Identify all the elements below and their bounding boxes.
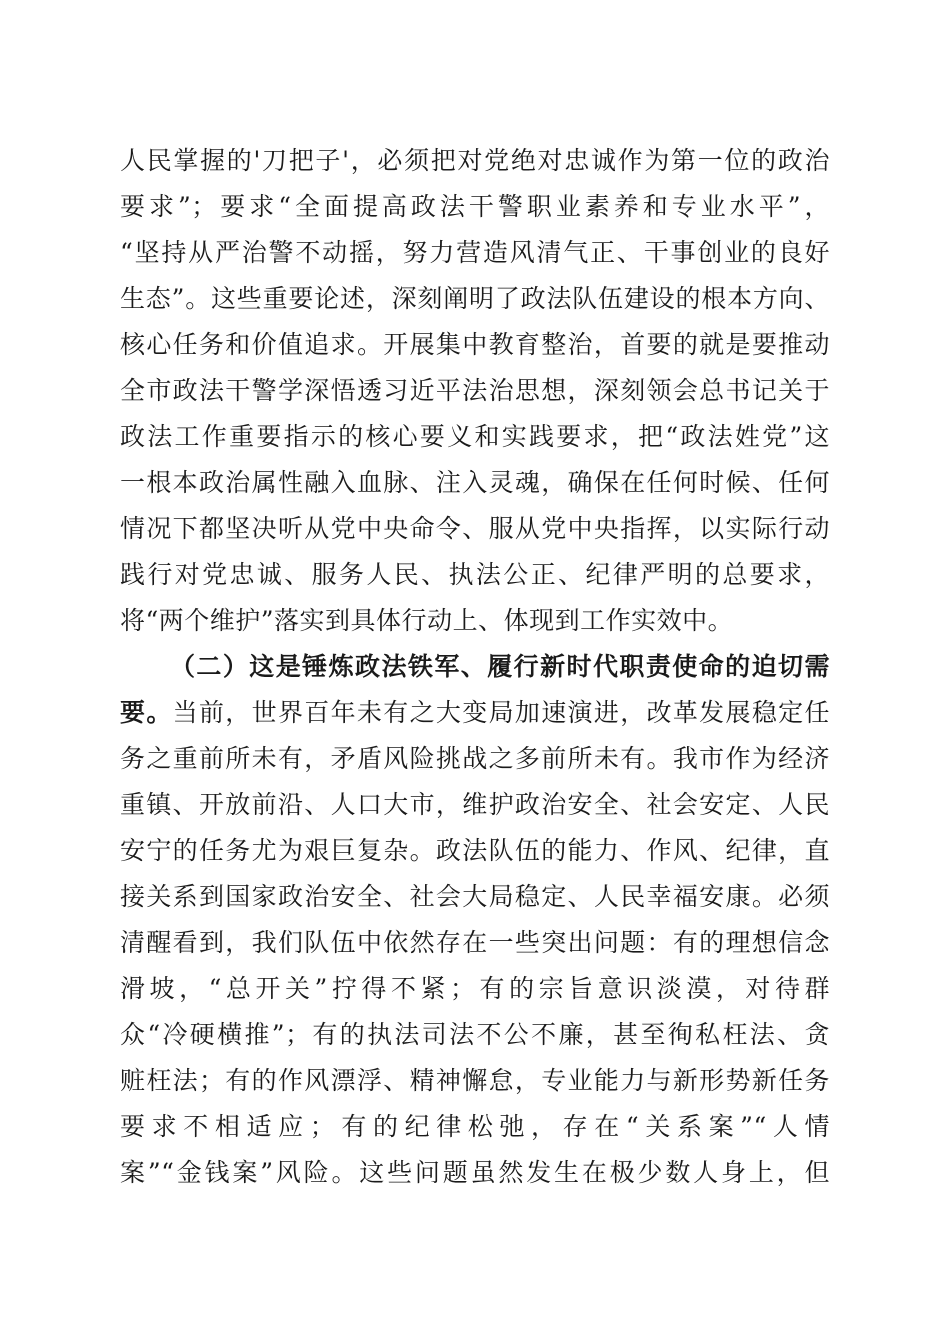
text-line: “坚持从严治警不动摇，努力营造风清气正、干事创业的良好 <box>120 238 830 267</box>
section-heading: （二）这是锤炼政法铁军、履行新时代职责使命的迫切需 <box>170 652 830 681</box>
text-line: 务之重前所未有，矛盾风险挑战之多前所未有。我市作为经济 <box>120 744 830 773</box>
text-line: 一根本政治属性融入血脉、注入灵魂，确保在任何时候、任何 <box>120 468 830 497</box>
text-line: 滑坡，“总开关”拧得不紧；有的宗旨意识淡漠，对待群 <box>120 974 830 1003</box>
text-line: 赃枉法；有的作风漂浮、精神懈怠，专业能力与新形势新任务 <box>120 1066 830 1095</box>
text-line: 清醒看到，我们队伍中依然存在一些突出问题：有的理想信念 <box>120 928 830 957</box>
text-line: 接关系到国家政治安全、社会大局稳定、人民幸福安康。必须 <box>120 882 830 911</box>
text-line: 核心任务和价值追求。开展集中教育整治，首要的就是要推动 <box>120 330 830 359</box>
text-line: 众“冷硬横推”；有的执法司法不公不廉，甚至徇私枉法、贪 <box>120 1020 830 1049</box>
text-line: 政法工作重要指示的核心要义和实践要求，把“政法姓党”这 <box>120 422 830 451</box>
text-line: 要求不相适应；有的纪律松弛，存在“关系案”“人情 <box>120 1112 830 1141</box>
text-line: 案”“金钱案”风险。这些问题虽然发生在极少数人身上，但 <box>120 1158 830 1187</box>
text-line: 情况下都坚决听从党中央命令、服从党中央指挥，以实际行动 <box>120 514 830 543</box>
text-line: 人民掌握的'刀把子'，必须把对党绝对忠诚作为第一位的政治 <box>120 146 830 175</box>
text-line: 安宁的任务尤为艰巨复杂。政法队伍的能力、作风、纪律，直 <box>120 836 830 865</box>
text-line: 将“两个维护”落实到具体行动上、体现到工作实效中。 <box>120 606 734 635</box>
text-line: 践行对党忠诚、服务人民、执法公正、纪律严明的总要求， <box>120 560 830 589</box>
text-line-rest: 当前，世界百年未有之大变局加速演进，改革发展稳定任 <box>172 698 830 727</box>
text-line: 生态”。这些重要论述，深刻阐明了政法队伍建设的根本方向、 <box>120 284 830 313</box>
text-line: 要求”；要求“全面提高政法干警职业素养和专业水平”， <box>120 192 830 221</box>
text-line-mixed <box>120 690 830 736</box>
text-line: 重镇、开放前沿、人口大市，维护政治安全、社会安定、人民 <box>120 790 830 819</box>
text-line: 全市政法干警学深悟透习近平法治思想，深刻领会总书记关于 <box>120 376 830 405</box>
section-heading-end: 要。 <box>120 698 173 727</box>
